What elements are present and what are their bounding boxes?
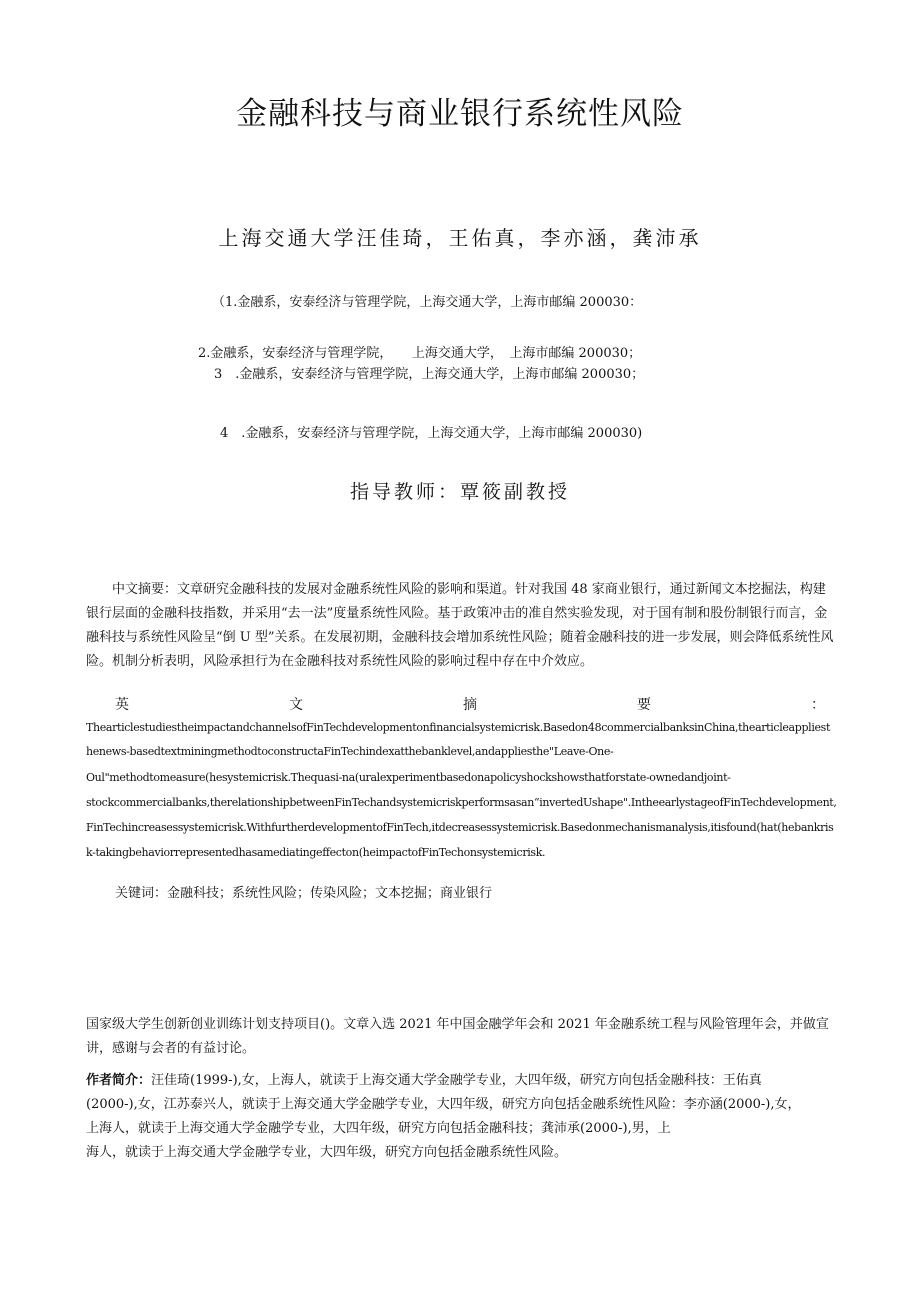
bio-line: 上海人，就读于上海交通大学金融学专业，大四年级，研究方向包括金融科技；龚沛承(2000-),男，上 xyxy=(86,1121,671,1136)
english-abstract-line: ThearticlestudiestheimpactandchannelsofFinTechdevelopmentonfinancialsystemicrisk.Basedon48commercialbanksinChina,thearticleappliest xyxy=(86,721,831,734)
bio-line: 海人，就读于上海交通大学金融学专业，大四年级，研究方向包括金融系统性风险。 xyxy=(86,1145,568,1160)
affiliation-3: 3 .金融系，安泰经济与管理学院，上海交通大学，上海市邮编 200030； xyxy=(214,367,645,382)
bio-label: 作者简介： xyxy=(86,1073,152,1088)
affiliation-2: 2.金融系，安泰经济与管理学院， 上海交通大学， 上海市邮编 200030； xyxy=(198,346,642,361)
english-abstract-line: stockcommercialbanks,therelationshipbetweenFinTechandsystemicriskperformsasan“invertedUshape".IntheearlystageofFinTechdevelopment, xyxy=(86,796,837,809)
funding-note: 国家级大学生创新创业训练计划支持项目()。文章入选 2021 年中国金融学年会和 2021 年金融系统工程与风险管理年会，并做宣讲，感谢与会者的有益讨论。 xyxy=(86,1017,829,1056)
english-abstract-line: Oul"methodtomeasure(hesystemicrisk.Thequasi-na(uralexperimentbasedonapolicyshockshowsthatforstate-ownedandjoint- xyxy=(86,771,731,784)
bio-line: (2000-),女，江苏泰兴人，就读于上海交通大学金融学专业，大四年级，研究方向包括金融系统性风险：李亦涵(2000-),女， xyxy=(86,1097,801,1112)
keywords xyxy=(115,882,492,901)
affiliation-4: 4 .金融系，安泰经济与管理学院，上海交通大学，上海市邮编 200030) xyxy=(220,426,643,441)
heading-char: 摘 xyxy=(463,697,477,713)
chinese-abstract: 中文摘要：文章研究金融科技的发展对金融系统性风险的影响和渠道。针对我国 48 家商业银行，通过新闻文本挖掘法，构建银行层面的金融科技指数，并采用“去一法”度量系统性风险。基于政策冲击的准自然实验发现，对于国有制和股份制银行而言，金融科技与系统性风险呈“倒 U 型”关系。在发展初期，金融科技会增加系统性风险；随着金融科技的进一步发展，则会降低系统性风险。机制分析表明，风险承担行为在金融科技对系统性风险的影响过程中存在中介效应。 xyxy=(86,582,834,669)
heading-char: 文 xyxy=(289,697,303,713)
author-bio xyxy=(86,1069,834,1165)
heading-char: 要 xyxy=(637,697,651,713)
english-abstract-line: henews-basedtextminingmethodtoconstructaFinTechindexatthebanklevel,andappliesthe"Leave-One- xyxy=(86,745,614,758)
keywords-label: 关键词： xyxy=(115,886,168,901)
bio-line: 汪佳琦(1999-),女，上海人，就读于上海交通大学金融学专业，大四年级，研究方向包括金融科技：王佑真 xyxy=(151,1073,762,1088)
affiliation-1: （1.金融系，安泰经济与管理学院，上海交通大学，上海市邮编 200030： xyxy=(212,295,643,310)
english-abstract-line: k-takingbehaviorrepresentedhasamediatingeffecton(heimpactofFinTechonsystemicrisk. xyxy=(86,846,546,859)
advisor-line: 指导教师：覃筱副教授 xyxy=(349,481,570,503)
english-abstract-heading xyxy=(115,694,825,714)
heading-char: ： xyxy=(811,697,825,713)
paper-title: 金融科技与商业银行系统性风险 xyxy=(236,96,684,132)
keywords-text: 金融科技；系统性风险；传染风险；文本挖掘；商业银行 xyxy=(167,886,493,901)
english-abstract-line: FinTechincreasessystemicrisk.WithfurtherdevelopmentofFinTech,itdecreasessystemicrisk.Basedonmechanismanalysis,itisfound(hat(hebankris xyxy=(86,821,834,834)
heading-char: 英 xyxy=(115,697,129,713)
author-list: 上海交通大学汪佳琦，王佑真，李亦涵，龚沛承 xyxy=(218,226,702,250)
